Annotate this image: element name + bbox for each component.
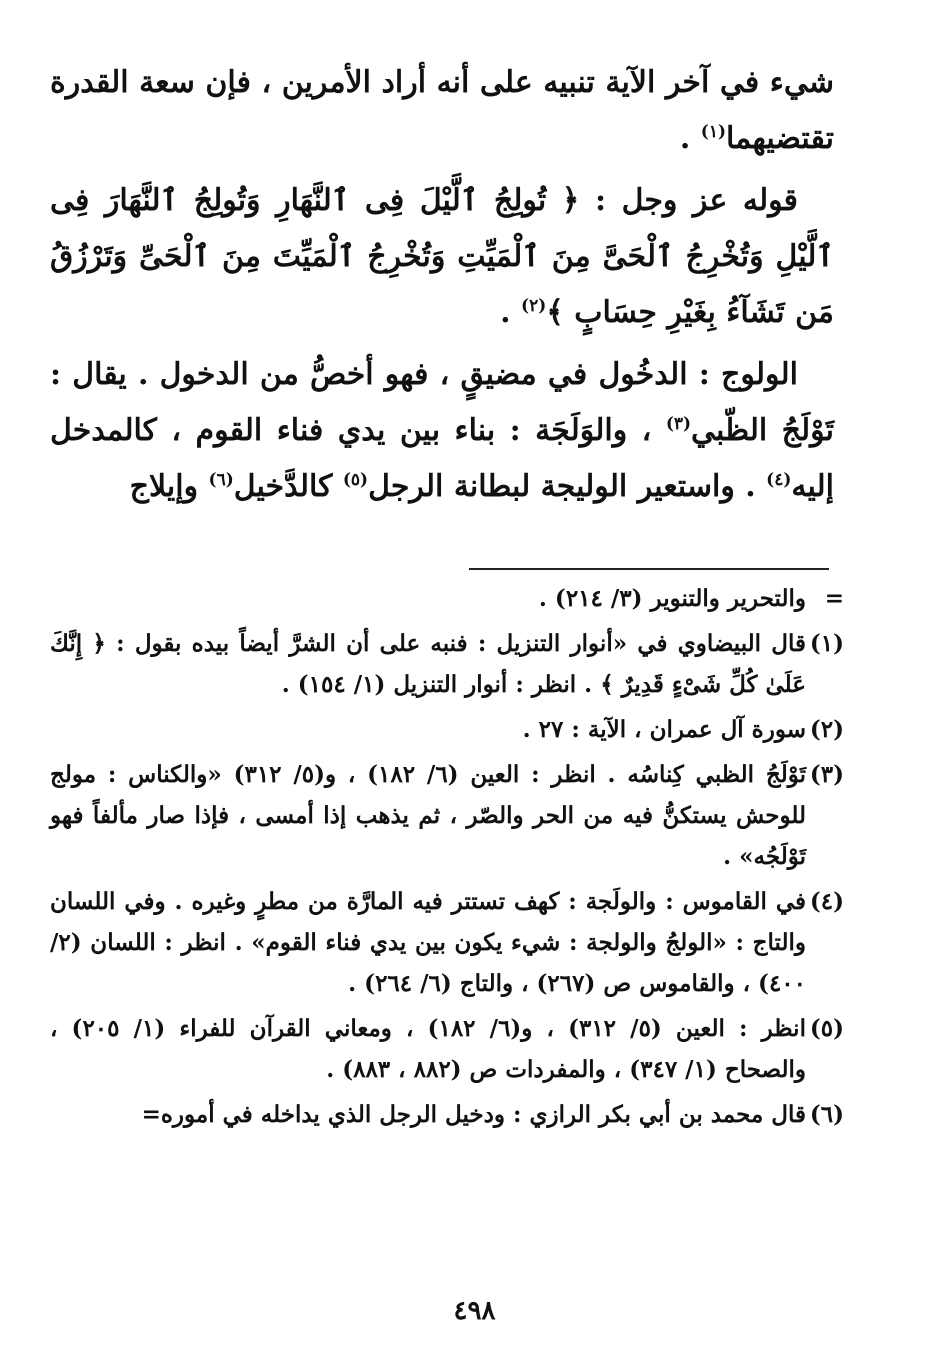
verse-intro: قوله عز وجل : xyxy=(579,183,798,218)
footnote-4 xyxy=(50,881,844,1004)
paragraph-2 xyxy=(50,173,834,341)
paragraph-text: الولوج : الدخُول في مضيقٍ ، فهو أخصُّ من الدخول . يقال : تَوْلَجُ الظّبي xyxy=(50,357,834,448)
footnote-5 xyxy=(50,1008,844,1090)
main-text xyxy=(50,55,834,521)
footnote-number: (٢) xyxy=(809,716,844,743)
footnote-3 xyxy=(50,754,844,877)
footnote-text: سورة آل عمران ، الآية : ٢٧ . xyxy=(522,716,806,743)
footnote-separator xyxy=(469,568,829,570)
continuation-mark: = xyxy=(824,585,844,612)
footnote-text: والتحرير والتنوير (٣/ ٢١٤) . xyxy=(538,585,806,612)
footnotes xyxy=(50,578,844,1139)
paragraph-3 xyxy=(50,347,834,515)
footnote-text: انظر : العين (٥/ ٣١٢) ، و(٦/ ١٨٢) ، ومعاني القرآن للفراء (١/ ٢٠٥) ، والصحاح (١/ ٣٤٧) ، والمفردات ص (٨٨٢ ، ٨٨٣) . xyxy=(50,1015,806,1083)
quran-verse: ﴿ تُولِجُ ٱلَّيْلَ فِى ٱلنَّهَارِ وَتُولِجُ ٱلنَّهَارَ فِى ٱلَّيْلِ وَتُخْرِجُ ٱلْحَىَّ مِنَ ٱلْمَيِّتِ وَتُخْرِجُ ٱلْمَيِّتَ مِنَ ٱلْحَىِّ وَتَرْزُقُ مَن تَشَآءُ بِغَيْرِ حِسَابٍ ﴾ xyxy=(50,183,834,330)
footnote-6 xyxy=(50,1094,844,1135)
footnote-number: (١) xyxy=(809,630,844,657)
paragraph-1 xyxy=(50,55,834,167)
footnote-2 xyxy=(50,709,844,750)
footnote-text: في القاموس : والولَجة : كهف تستتر فيه المارَّة من مطرٍ وغيره . وفي اللسان والتاج : «الولجُ والولجة : شيء يكون بين يدي فناء القوم» . انظر : اللسان (٢/ ٤٠٠) ، والقاموس ص (٢٦٧) ، والتاج (٦/ ٢٦٤) . xyxy=(50,888,806,997)
footnote-text: قال البيضاوي في «أنوار التنزيل : فنبه على أن الشرَّ أيضاً بيده بقول : ﴿ إِنَّكَ عَلَىٰ كُلِّ شَىْءٍ قَدِيرٌ ﴾ . انظر : أنوار التنزيل (١/ ١٥٤) . xyxy=(50,630,806,698)
paragraph-end: . xyxy=(679,121,701,156)
paragraph-text: وإيلاج xyxy=(129,469,209,504)
paragraph-text: كالدَّخيل xyxy=(233,469,343,504)
footnote-number: (٤) xyxy=(809,888,844,915)
paragraph-text: . واستعير الوليجة لبطانة الرجل xyxy=(368,469,767,504)
footnote-number: (٣) xyxy=(809,761,844,788)
footnote-text: قال محمد بن أبي بكر الرازي : ودخيل الرجل الذي يداخله في أموره= xyxy=(141,1101,806,1128)
footnote-ref: (٦) xyxy=(208,470,234,490)
footnote-number: (٦) xyxy=(809,1101,844,1128)
footnote-continuation xyxy=(50,578,844,619)
footnote-ref: (٥) xyxy=(342,470,369,490)
footnote-ref: (٢) xyxy=(521,296,547,316)
footnote-text: تَوْلَجُ الظبي كِناسُه . انظر : العين (٦/ ١٨٢) ، و(٥/ ٣١٢) «والكناس : مولج للوحش يستكنُّ فيه من الحر والصّر ، ثم يذهب إذا أمسى ، فإذا صار مألفاً فهو تَوْلَجُه» . xyxy=(50,761,807,870)
page-number: ٤٩٨ xyxy=(453,1296,496,1326)
footnote-1 xyxy=(50,623,844,705)
footnote-ref: (٤) xyxy=(766,470,792,490)
footnote-ref: (٣) xyxy=(665,414,692,434)
footnote-number: (٥) xyxy=(809,1015,844,1042)
paragraph-text: شيء في آخر الآية تنبيه على أنه أراد الأمرين ، فإن سعة القدرة تقتضيهما xyxy=(50,65,834,156)
paragraph-text: ، والوَلَجَة : بناء بين يدي فناء القوم ، كالمدخل إليه xyxy=(50,413,834,504)
paragraph-end: . xyxy=(500,295,522,330)
footnote-ref: (١) xyxy=(700,122,727,142)
